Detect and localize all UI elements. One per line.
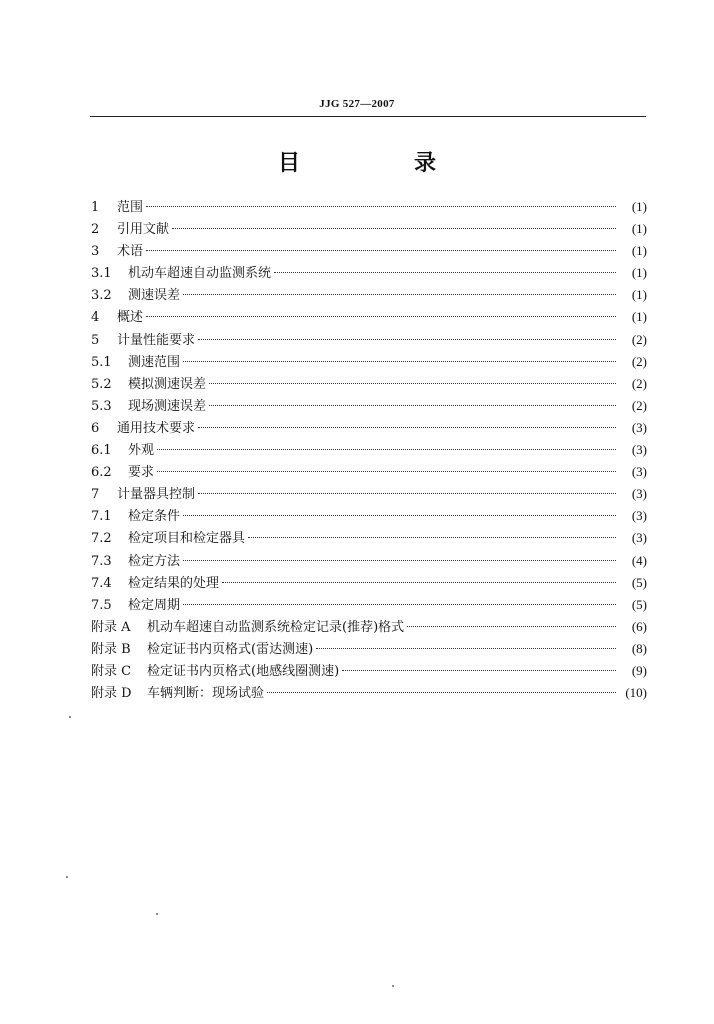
toc-entry-label: 要求 (128, 465, 155, 481)
toc-entry-page: (2) (631, 397, 647, 413)
toc-entry-label: 现场测速误差 (128, 398, 207, 414)
toc-entry-number: 5 (91, 332, 100, 348)
toc-entry-number: 5.2 (91, 376, 112, 392)
toc-entry-number: 4 (91, 310, 100, 326)
dot-leader (157, 449, 616, 450)
toc-entry-page: (3) (631, 486, 647, 502)
toc-entry-label: 通用技术要求 (117, 420, 196, 436)
toc-entry (91, 483, 647, 505)
toc-entry-number: 6.2 (91, 465, 112, 481)
scan-speck (66, 876, 68, 878)
dot-leader (222, 582, 616, 583)
toc-entry-label: 检定方法 (128, 553, 181, 569)
toc-entry (91, 218, 647, 240)
toc-entry-page: (5) (631, 596, 647, 612)
scan-speck (69, 716, 71, 718)
toc-entry-page: (1) (631, 243, 647, 259)
toc-entry-number: 1 (91, 200, 100, 215)
dot-leader (146, 250, 616, 251)
toc-entry (91, 594, 647, 616)
toc-entry (91, 373, 647, 395)
dot-leader (198, 427, 616, 428)
dot-leader (209, 405, 616, 406)
toc-entry-page: (3) (631, 464, 647, 480)
dot-leader (198, 339, 616, 340)
toc-entry (91, 550, 647, 572)
toc-entry (91, 329, 647, 351)
toc-entry-page: (1) (631, 265, 647, 281)
dot-leader (183, 515, 616, 516)
toc-entry (91, 351, 647, 373)
toc-entry-number: 7.3 (91, 553, 112, 569)
toc-entry-number: 附录 D (91, 686, 132, 702)
toc-entry-page: (2) (631, 353, 647, 369)
toc-entry-page: (1) (631, 287, 647, 303)
dot-leader (342, 670, 616, 671)
dot-leader (248, 537, 616, 538)
document-code-header: JJG 527—2007 (319, 98, 395, 110)
toc-entry (91, 660, 647, 682)
toc-entry (91, 439, 647, 461)
dot-leader (407, 626, 616, 627)
dot-leader (209, 383, 616, 384)
toc-entry-page: (3) (631, 508, 647, 524)
toc-entry-label: 检定周期 (128, 597, 181, 613)
toc-entry-number: 3 (91, 244, 100, 260)
toc-entry-label: 车辆判断：现场试验 (147, 686, 265, 702)
dot-leader (267, 692, 616, 693)
dot-leader (183, 604, 616, 605)
toc-entry-page: (10) (625, 685, 647, 701)
page-title: 目 录 (277, 151, 482, 176)
toc-entry-page: (1) (631, 221, 647, 237)
toc-entry-page: (1) (631, 309, 647, 325)
toc-entry-number: 附录 A (91, 619, 131, 635)
toc-entry-label: 检定结果的处理 (128, 575, 220, 591)
toc-entry-label: 模拟测速误差 (128, 376, 207, 392)
toc-entry-label: 外观 (128, 443, 155, 459)
dot-leader (183, 361, 616, 362)
dot-leader (183, 560, 616, 561)
toc-entry-label: 引用文献 (117, 222, 170, 238)
toc-entry-number: 6 (91, 420, 100, 436)
toc-entry (91, 196, 647, 218)
toc-entry-number: 3.1 (91, 266, 112, 282)
toc-entry-number: 7.4 (91, 575, 112, 591)
toc-entry (91, 395, 647, 417)
toc-entry-label: 检定证书内页格式(地感线圈测速) (147, 663, 340, 679)
toc-entry-label: 检定项目和检定器具 (128, 531, 246, 547)
toc-entry-page: (9) (631, 662, 647, 678)
toc-entry (91, 240, 647, 262)
toc-entry-page: (5) (631, 574, 647, 590)
toc-entry-number: 6.1 (91, 443, 112, 459)
toc-entry-page: (3) (631, 442, 647, 458)
toc-entry (91, 461, 647, 483)
toc-entry-label: 计量器具控制 (117, 487, 196, 503)
toc-entry-label: 测速范围 (128, 354, 181, 370)
toc-entry-page: (2) (631, 375, 647, 391)
toc-entry-page: (6) (631, 618, 647, 634)
dot-leader (183, 294, 616, 295)
toc-entry-page: (3) (631, 530, 647, 546)
toc-entry (91, 616, 647, 638)
toc-entry (91, 262, 647, 284)
dot-leader (157, 471, 616, 472)
dot-leader (316, 648, 616, 649)
toc-entry-label: 检定条件 (128, 509, 181, 525)
toc-entry (91, 417, 647, 439)
toc-entry-page: (4) (631, 552, 647, 568)
toc-entry-page: (2) (631, 331, 647, 347)
toc-entry-label: 机动车超速自动监测系统检定记录(推荐)格式 (147, 619, 405, 635)
toc-entry-label: 范围 (117, 200, 144, 215)
toc-entry-number: 7.5 (91, 597, 112, 613)
toc-entry-number: 7.2 (91, 531, 112, 547)
scan-speck (156, 913, 158, 915)
scan-speck (392, 985, 394, 987)
dot-leader (146, 316, 616, 317)
toc-entry-label: 概述 (117, 310, 144, 326)
toc-entry-label: 计量性能要求 (117, 332, 196, 348)
toc-entry (91, 505, 647, 527)
toc-entry-number: 7.1 (91, 509, 112, 525)
toc-entry-page: (1) (631, 199, 647, 214)
table-of-contents (91, 196, 647, 704)
toc-entry-number: 附录 C (91, 663, 132, 679)
dot-leader (274, 272, 616, 273)
toc-entry-number: 附录 B (91, 641, 131, 657)
toc-entry-label: 机动车超速自动监测系统 (128, 266, 272, 282)
toc-entry (91, 572, 647, 594)
toc-entry-page: (8) (631, 640, 647, 656)
toc-entry (91, 682, 647, 704)
toc-entry-label: 检定证书内页格式(雷达测速) (147, 641, 314, 657)
toc-entry-page: (3) (631, 419, 647, 435)
toc-entry (91, 284, 647, 306)
toc-entry-number: 5.1 (91, 354, 112, 370)
toc-entry-number: 5.3 (91, 398, 112, 414)
toc-entry-number: 2 (91, 222, 100, 238)
toc-entry-number: 7 (91, 487, 100, 503)
toc-entry-number: 3.2 (91, 288, 112, 304)
dot-leader (146, 206, 616, 207)
toc-entry (91, 306, 647, 328)
toc-entry (91, 638, 647, 660)
header-rule (90, 116, 646, 117)
toc-entry-label: 测速误差 (128, 288, 181, 304)
toc-entry (91, 527, 647, 549)
toc-entry-label: 术语 (117, 244, 144, 260)
dot-leader (198, 493, 616, 494)
dot-leader (172, 228, 616, 229)
